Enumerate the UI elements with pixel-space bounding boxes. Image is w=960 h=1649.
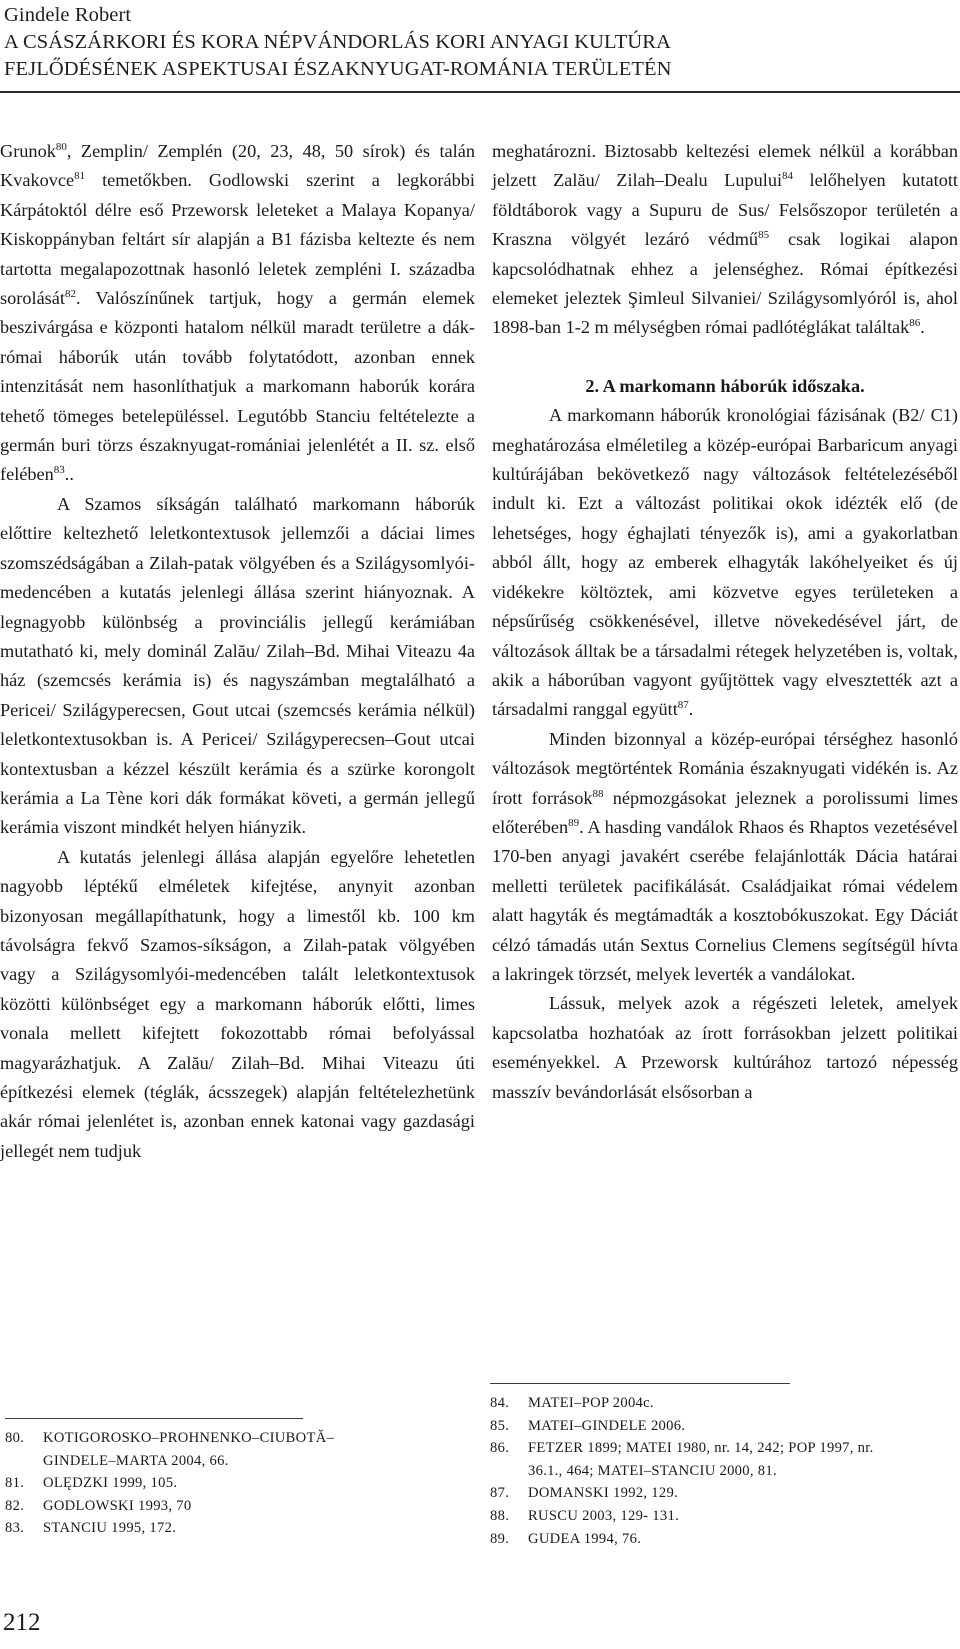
page-number: 212 — [3, 1609, 41, 1636]
footnote-ref-82: 82 — [64, 287, 76, 300]
header-title-line-2: FEJLŐDÉSÉNEK ASPEKTUSAI ÉSZAKNYUGAT-ROMÁNIA TERÜLETÉN — [4, 58, 672, 80]
footnote-89: 89. GUDEA 1994, 76. — [490, 1530, 642, 1547]
right-paragraph-4: Lássuk, melyek azok a régészeti leletek, amelyek kapcsolatba hozhatóak az írott forrásokban jelzett politikai eseményekkel. A Przeworsk kultúrához tartozó népesség masszív bevándorlását elsősorban a — [492, 993, 958, 1102]
footnotes-left — [5, 1427, 475, 1540]
footnote-rule-right — [490, 1383, 790, 1384]
footnote-82: 82. GODLOWSKI 1993, 70 — [5, 1497, 192, 1514]
footnotes-right — [490, 1392, 956, 1550]
footnote-85: 85. MATEI–GINDELE 2006. — [490, 1417, 686, 1434]
footnote-ref-86: 86 — [909, 317, 921, 330]
footnote-80: 80. KOTIGOROSKO–PROHNENKO–CIUBOTĂ– — [5, 1430, 335, 1446]
right-paragraph-2: A markomann háborúk kronológiai fázisának (B2/ C1) meghatározása elméletileg a közép-európai Barbaricum anyagi kultúrájában bekövetkező nagy változások feltételezéséből indult ki. Ezt a változást politikai okok idézték elő (de lehetséges, hogy éghajlati tényezők is), ami a gyakorlatban abból állt, hogy az emberek elhagyták lakóhelyeiket és új vidékekre költöztek, ami közvetve egyes területeken a népsűrűség csökkenésével, illetve növekedésével járt, de változások álltak be a társadalmi rétegek helyzetében is, voltak, akik a háborúban vagyont gyűjtöttek vagy elvesztették azt a társadalmi ranggal együtt$^{87}$. — [492, 405, 958, 720]
header-author: Gindele Robert — [4, 4, 132, 26]
footnote-ref-89: 89 — [568, 816, 580, 829]
left-paragraph-1: Grunok$^{80}$, Zemplin/ Zemplén (20, 23, 48, 50 sírok) és talán Kvakovce$^{81}$ temetőkben. Godlowski szerint a legkorábbi Kárpátoktól délre eső Przeworsk leleteket a Malaya Kopanya/ Kiskoppányban feltárt sír alapján a B1 fázisba keltezte és nem tartotta megalapozottnak hasonló leletek zempléni I. századba sorolását$^{82}$. Valószínűnek tartjuk, hogy a germán elemek beszivárgása e központi hatalom nélkül maradt területre a dák-római háborúk után tovább folytatódott, azonban ennek intenzitását nem hasonlíthatjuk a markomann haborúk korára tehető tömeges betelepüléssel. Legutóbb Stanciu feltételezte a germán buri törzs északnyugat-romániai jelenlétét a II. sz. első felében$^{83}$.. — [0, 140, 475, 485]
footnote-81: 81. OLĘDZKI 1999, 105. — [5, 1475, 178, 1492]
footnote-ref-83: 83 — [53, 464, 65, 477]
section-heading: 2. A markomann háborúk időszaka. — [585, 375, 865, 396]
running-header — [4, 2, 944, 83]
footnote-87: 87. DOMANSKI 1992, 129. — [490, 1485, 679, 1502]
footnote-83: 83. STANCIU 1995, 172. — [5, 1520, 177, 1537]
footnote-84: 84. MATEI–POP 2004c. — [490, 1395, 654, 1411]
right-column — [492, 137, 958, 1107]
footnote-ref-87: 87 — [677, 699, 689, 712]
footnote-ref-85: 85 — [758, 229, 770, 242]
footnote-ref-84: 84 — [782, 170, 794, 183]
footnote-86-continued: 36.1., 464; MATEI–STANCIU 2000, 81. — [528, 1462, 777, 1479]
footnote-ref-88: 88 — [592, 787, 604, 800]
left-paragraph-2: A Szamos síkságán található markomann háborúk előttire keltezhető leletkontextusok jellemzői a dáciai limes szomszédságában a Zilah-patak völgyében és a Szilágysomlyói-medencében a kutatás jelenlegi állása szerint hiányoznak. A legnagyobb különbség a provinciális jellegű kerámiában mutatható ki, mely dominál Zalău/ Zilah–Bd. Mihai Viteazu 4a ház (szemcsés kerámia is) és nagyszámban megtalálható a Pericei/ Szilágyperecsen, Gout utcai (szemcsés kerámia nélkül) leletkontextusokban is. A Pericei/ Szilágyperecsen–Gout utcai kontextusban a kézzel készült kerámia és a szürke korongolt kerámia a La Tène kori dák formákat követi, a germán jellegű kerámia viszont mindkét helyen hiányzik. — [0, 493, 475, 838]
footnote-ref-81: 81 — [74, 170, 86, 183]
header-title-line-1: A CSÁSZÁRKORI ÉS KORA NÉPVÁNDORLÁS KORI ANYAGI KULTÚRA — [4, 31, 671, 53]
footnote-80-continued: GINDELE–MARTA 2004, 66. — [43, 1452, 229, 1469]
left-paragraph-3: A kutatás jelenlegi állása alapján egyelőre lehetetlen nagyobb léptékű elméletek kifejtése, anynyit azonban bizonyosan megállapíthatunk, hogy a limestől kb. 100 km távolságra fekvő Szamos-síkságon, a Zilah-patak völgyében vagy a Szilágysomlyói-medencében talált leletkontextusok közötti különbséget egy a markomann háborúk előtti, limes vonala mellett kifejtett fokozottabb római befolyással magyarázhatjuk. A Zalău/ Zilah–Bd. Mihai Viteazu úti építkezési elemek (téglák, ácsszegek) alapján feltételezhetünk akár római jelenlétet is, azonban ennek katonai vagy gazdasági jellegét nem tudjuk — [0, 846, 475, 1161]
footnote-86: 86. FETZER 1899; MATEI 1980, nr. 14, 242; POP 1997, nr. — [490, 1440, 874, 1457]
right-paragraph-1: meghatározni. Biztosabb keltezési elemek nélkül a korábban jelzett Zalău/ Zilah–Dealu Lupului$^{84}$ lelőhelyen kutatott földtáborok vagy a Supuru de Sus/ Felsőszopor területén a Kraszna völgyét lezáró védmű$^{85}$ csak logikai alapon kapcsolódhatnak ehhez a jelenséghez. Római építkezési elemeket jeleztek Şimleul Silvaniei/ Szilágysomlyóról is, ahol 1898-ban 1-2 m mélységben római padlótéglákat találtak$^{86}$. — [492, 141, 959, 338]
footnote-ref-80: 80 — [55, 140, 67, 153]
footnote-88: 88. RUSCU 2003, 129- 131. — [490, 1507, 680, 1524]
left-column — [0, 137, 475, 1166]
header-rule — [0, 91, 960, 93]
right-paragraph-3: Minden bizonnyal a közép-európai térséghez hasonló változások megtörténtek Románia északnyugati vidékén is. Az írott források$^{88}$ népmozgásokat jeleznek a porolissumi limes előterében$^{89}$. A hasding vandálok Rhaos és Rhaptos vezetésével 170-ben anyagi javakért cserébe felajánlották Dácia határai melletti területek pacifikálását. Családjaikat római védelem alatt hagyták és megtámadták a kosztobókuszokat. Egy Dáciát célzó támadás után Sextus Cornelius Clemens segítségül hívta a lakringek törzsét, melyek leverték a vandálokat. — [492, 728, 958, 984]
footnote-rule-left — [5, 1418, 303, 1419]
